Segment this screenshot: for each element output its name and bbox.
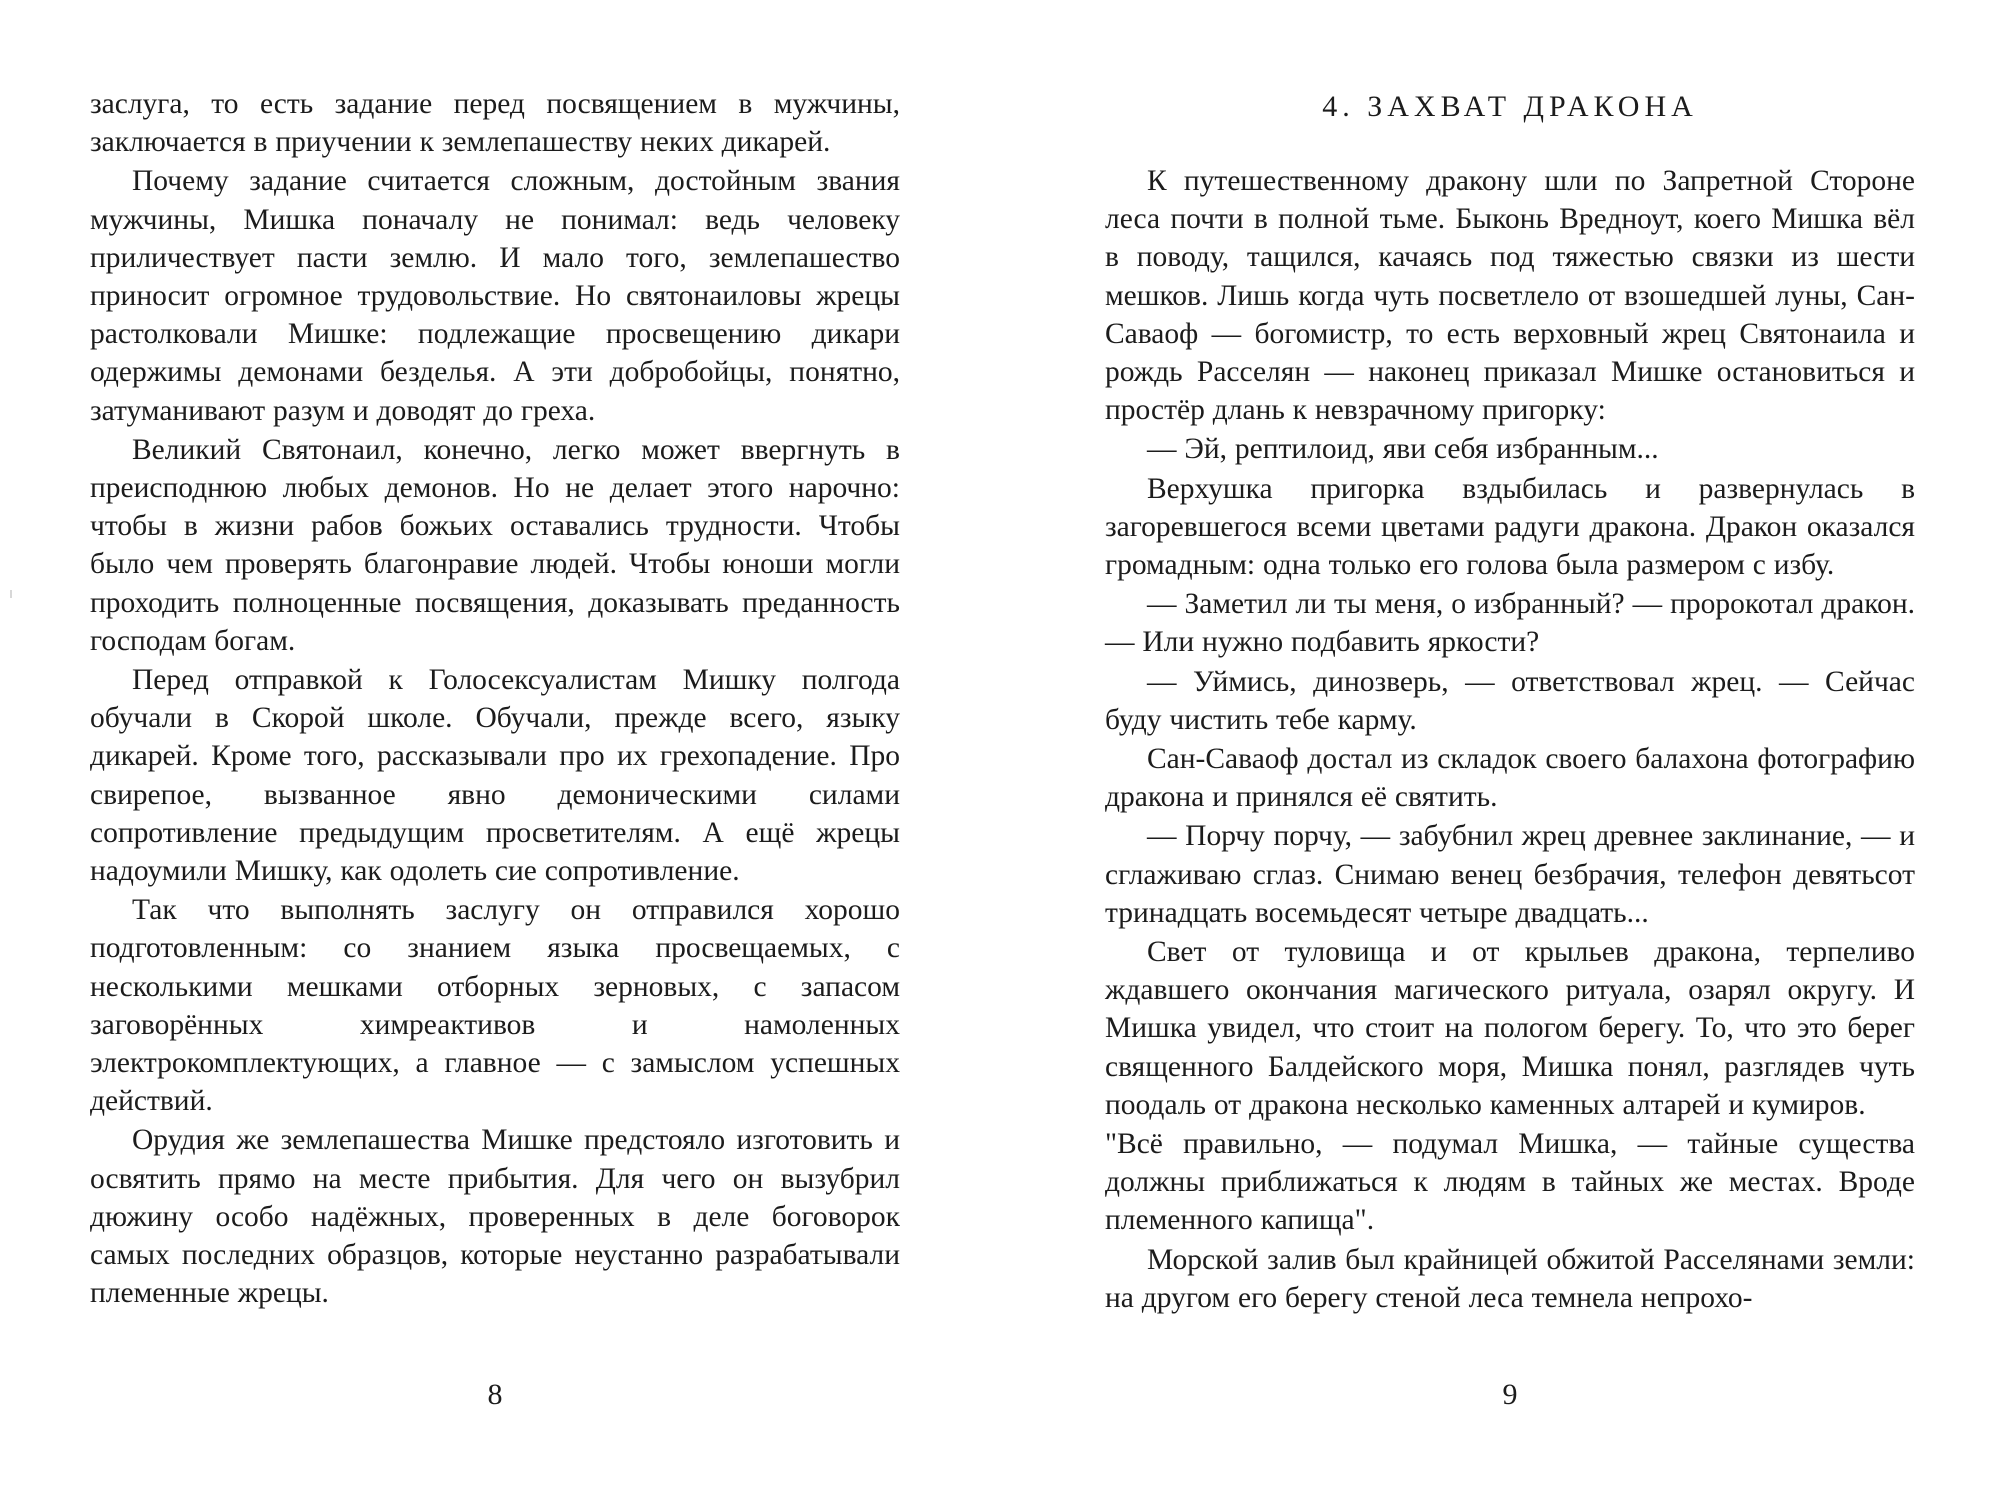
paragraph: Почему задание считается сложным, достойным звания мужчины, Мишка поначалу не понимал: ведь человеку приличествует пасти землю. И мало того, землепашество приносит огромное трудовольствие. Но святонаиловы жрецы растолковали Мишке: подлежащие просвещению дикари одержимы демонами безделья. А эти добробойцы, понятно, затуманивают разум и доводят до греха. <box>90 165 900 427</box>
chapter-title: 4. ЗАХВАТ ДРАКОНА <box>1322 90 1698 123</box>
paragraph: Перед отправкой к Голосексуалистам Мишку полгода обучали в Скорой школе. Обучали, прежде всего, языку дикарей. Кроме того, рассказывали про их грехопадение. Про свирепое, вызванное явно демоническими силами сопротивление предыдущим просветителям. А ещё жрецы надоумили Мишку, как одолеть сие сопротивление. <box>90 664 900 888</box>
right-page <box>1105 0 1915 1488</box>
left-page <box>90 0 900 1488</box>
paragraph: Сан-Саваоф достал из складок своего балахона фотографию дракона и принялся её святить. <box>1105 743 1915 814</box>
right-page-text <box>1105 162 1915 1318</box>
dialog-line: — Заметил ли ты меня, о избранный? — пророкотал дракон. — Или нужно подбавить яркости? <box>1105 588 1915 659</box>
paragraph: К путешественному дракону шли по Запретной Стороне леса почти в полной тьме. Быконь Вредноут, коего Мишка вёл в поводу, тащился, качаясь под тяжестью связки из шести мешков. Лишь когда чуть посветлело от взошедшей луны, Сан-Саваоф — богомистр, то есть верховный жрец Святонаила и рождь Расселян — наконец приказал Мишке остановиться и простёр длань к невзрачному пригорку: <box>1105 165 1915 427</box>
page-number: 9 <box>1502 1378 1518 1411</box>
paragraph: Так что выполнять заслугу он отправился хорошо подготовленным: со знанием языка просвещаемых, с несколькими мешками отборных зерновых, с запасом заговорённых химреактивов и намоленных электрокомплектующих, а главное — с замыслом успешных действий. <box>90 894 900 1118</box>
dialog-line: — Порчу порчу, — забубнил жрец древнее заклинание, — и сглаживаю сглаз. Снимаю венец безбрачия, телефон девятьсот тринадцать восемьдесят четыре двадцать... <box>1105 820 1915 929</box>
dialog-line: — Уймись, динозверь, — ответствовал жрец. — Сейчас буду чистить тебе карму. <box>1105 665 1915 736</box>
paragraph: заслуга, то есть задание перед посвящением в мужчины, заключается в приучении к землепашеству неких дикарей. <box>90 88 900 159</box>
left-page-text <box>90 85 900 1314</box>
page-number: 8 <box>487 1378 503 1411</box>
paragraph: "Всё правильно, — подумал Мишка, — тайные существа должны приближаться к людям в тайных же местах. Вроде племенного капища". <box>1105 1128 1915 1237</box>
paragraph: Морской залив был крайницей обжитой Расселянами земли: на другом его берегу стеной леса темнела непрохо- <box>1105 1243 1915 1314</box>
dialog-line: — Эй, рептилоид, яви себя избранным... <box>1147 433 1659 466</box>
scan-speck <box>10 590 12 598</box>
paragraph: Орудия же землепашества Мишке предстояло изготовить и освятить прямо на месте прибытия. Для чего он вызубрил дюжину особо надёжных, проверенных в деле боговорок самых последних образцов, которые неустанно разрабатывали племенные жрецы. <box>90 1124 900 1310</box>
paragraph: Великий Святонаил, конечно, легко может ввергнуть в преисподнюю любых демонов. Но не делает этого нарочно: чтобы в жизни рабов божьих оставались трудности. Чтобы было чем проверять благонравие людей. Чтобы юноши могли проходить полноценные посвящения, доказывать преданность господам богам. <box>90 433 900 657</box>
paragraph: Свет от туловища и от крыльев дракона, терпеливо ждавшего окончания магического ритуала, озарял округу. И Мишка увидел, что стоит на пологом берегу. То, что это берег священного Балдейского моря, Мишка понял, разглядев чуть поодаль от дракона несколько каменных алтарей и кумиров. <box>1105 936 1915 1121</box>
paragraph: Верхушка пригорка вздыбилась и развернулась в загоревшегося всеми цветами радуги дракона. Дракон оказался громадным: одна только его голова была размером с избу. <box>1105 472 1915 582</box>
